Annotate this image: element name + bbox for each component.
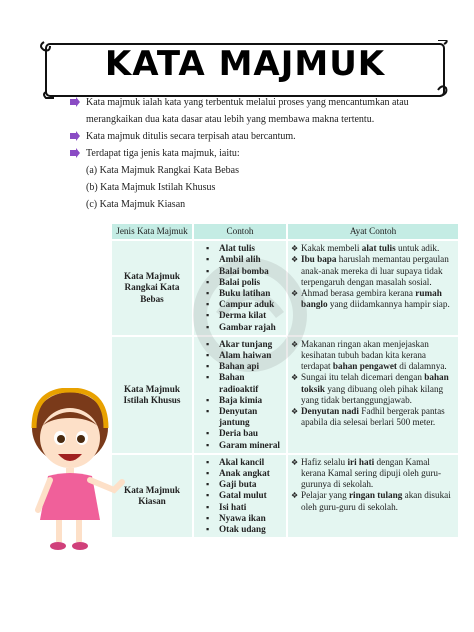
- sentence-before: Pelajar yang: [301, 490, 349, 501]
- example-item: ▪ Campur aduk: [219, 299, 283, 310]
- example-item: ▪ Isi hati: [219, 502, 283, 513]
- header-jenis: Jenis Kata Majmuk: [112, 224, 192, 239]
- example-item: ▪ Gambar rajah: [219, 322, 283, 333]
- example-item: ▪ Anak angkat: [219, 468, 283, 479]
- example-item: ▪ Garam mineral: [219, 440, 283, 451]
- example-item: ▪ Bahan radioaktif: [219, 372, 283, 394]
- category-cell: Kata Majmuk Kiasan: [112, 455, 192, 537]
- sentence-before: Hafiz selalu: [301, 456, 348, 467]
- bullet-item: [70, 145, 460, 162]
- bullet-text: Terdapat tiga jenis kata majmuk, iaitu:: [86, 148, 240, 159]
- sentence-bold: Ibu bapa: [301, 254, 337, 265]
- bullet-text: Kata majmuk ditulis secara terpisah atau bercantum.: [86, 131, 296, 142]
- type-item: (a) Kata Majmuk Rangkai Kata Bebas: [86, 165, 240, 176]
- bullet-item: [70, 94, 460, 128]
- header-ayat: Ayat Contoh: [288, 224, 458, 239]
- intro-bullets: [70, 94, 460, 213]
- sentence-after: akan disukai oleh guru-guru di sekolah.: [301, 490, 451, 512]
- example-item: ▪ Ambil alih: [219, 254, 283, 265]
- sentence-item: [301, 243, 455, 254]
- sentences-cell: [288, 337, 458, 453]
- arrow-bullet-icon: [70, 131, 80, 141]
- sentence-bold: rumah banglo: [301, 288, 442, 310]
- example-item: ▪ Denyutan jantung: [219, 406, 283, 428]
- sentence-item: [301, 406, 455, 428]
- sentence-before: Kakak membeli: [301, 243, 362, 254]
- sentence-after: haruslah memantau pergaulan anak-anak mereka di luar supaya tidak terpengaruh dengan masalah sosial.: [301, 254, 449, 287]
- type-item: (b) Kata Majmuk Istilah Khusus: [86, 182, 216, 193]
- sentence-item: [301, 372, 455, 406]
- sentence-bold: alat tulis: [361, 243, 396, 254]
- sentence-bold: bahan toksik: [301, 372, 449, 394]
- sentence-after: dengan Kamal kerana Kamal sering dipuji oleh guru-gurunya di sekolah.: [301, 456, 442, 490]
- example-item: ▪ Balai bomba: [219, 266, 283, 277]
- example-item: ▪ Akal kancil: [219, 457, 283, 468]
- arrow-bullet-icon: [70, 148, 80, 158]
- table-header-row: [112, 224, 458, 239]
- sentence-bold: Denyutan nadi: [301, 406, 359, 417]
- sentence-item: [301, 254, 455, 288]
- sentences-cell: [288, 455, 458, 537]
- sentence-after: yang diidamkannya hampir siap.: [327, 299, 450, 310]
- sentence-item: [301, 490, 455, 512]
- example-item: ▪ Buku latihan: [219, 288, 283, 299]
- sentence-after: Fadhil bergerak pantas apabila dia selesai berlari 500 meter.: [301, 406, 445, 428]
- sentence-item: [301, 339, 455, 373]
- sentence-before: Makanan ringan akan menjejaskan kesihatan tubuh badan kita kerana terdapat: [301, 338, 429, 372]
- type-item: (c) Kata Majmuk Kiasan: [86, 199, 186, 210]
- example-item: ▪ Akar tunjang: [219, 339, 283, 350]
- sentence-bold: bahan pengawet: [332, 361, 397, 372]
- example-item: ▪ Alat tulis: [219, 243, 283, 254]
- sentence-item: [301, 288, 455, 310]
- sentence-before: Sungai itu telah dicemari dengan: [301, 372, 425, 383]
- sentence-before: Ahmad berasa gembira kerana: [301, 288, 416, 299]
- arrow-bullet-icon: [70, 97, 80, 107]
- sentence-after: untuk adik.: [395, 243, 440, 254]
- example-item: ▪ Deria bau: [219, 428, 283, 439]
- sentences-cell: [288, 241, 458, 335]
- page-title: KATA MAJMUK: [104, 44, 386, 84]
- example-item: ▪ Baja kimia: [219, 395, 283, 406]
- example-item: ▪ Bahan api: [219, 361, 283, 372]
- header-contoh: Contoh: [194, 224, 286, 239]
- example-item: ▪ Gatal mulut: [219, 490, 283, 501]
- example-item: ▪ Balai polis: [219, 277, 283, 288]
- example-item: ▪ Nyawa ikan: [219, 513, 283, 524]
- bullet-item: [70, 128, 460, 145]
- watermark-logo: [190, 255, 310, 375]
- girl-illustration: [30, 388, 140, 558]
- sentence-bold: iri hati: [347, 456, 375, 467]
- table-row: [112, 455, 458, 537]
- sentence-after: yang dibuang oleh pihak kilang yang tidak bertanggungjawab.: [301, 383, 444, 405]
- sentence-after: di dalamnya.: [396, 361, 447, 372]
- example-item: ▪ Derma kilat: [219, 310, 283, 321]
- example-item: ▪ Alam haiwan: [219, 350, 283, 361]
- category-cell: Kata Majmuk Istilah Khusus: [112, 337, 192, 453]
- examples-cell: [194, 455, 286, 537]
- sentence-item: [301, 457, 455, 491]
- example-item: ▪ Gaji buta: [219, 479, 283, 490]
- category-cell: Kata Majmuk Rangkai Kata Bebas: [112, 241, 192, 335]
- sentence-bold: ringan tulang: [348, 490, 403, 501]
- example-item: ▪ Otak udang: [219, 524, 283, 535]
- bullet-text: Kata majmuk ialah kata yang terbentuk melalui proses yang mencantumkan atau merangkaikan dua kata dasar atau lebih yang membawa makna tertentu.: [86, 97, 409, 125]
